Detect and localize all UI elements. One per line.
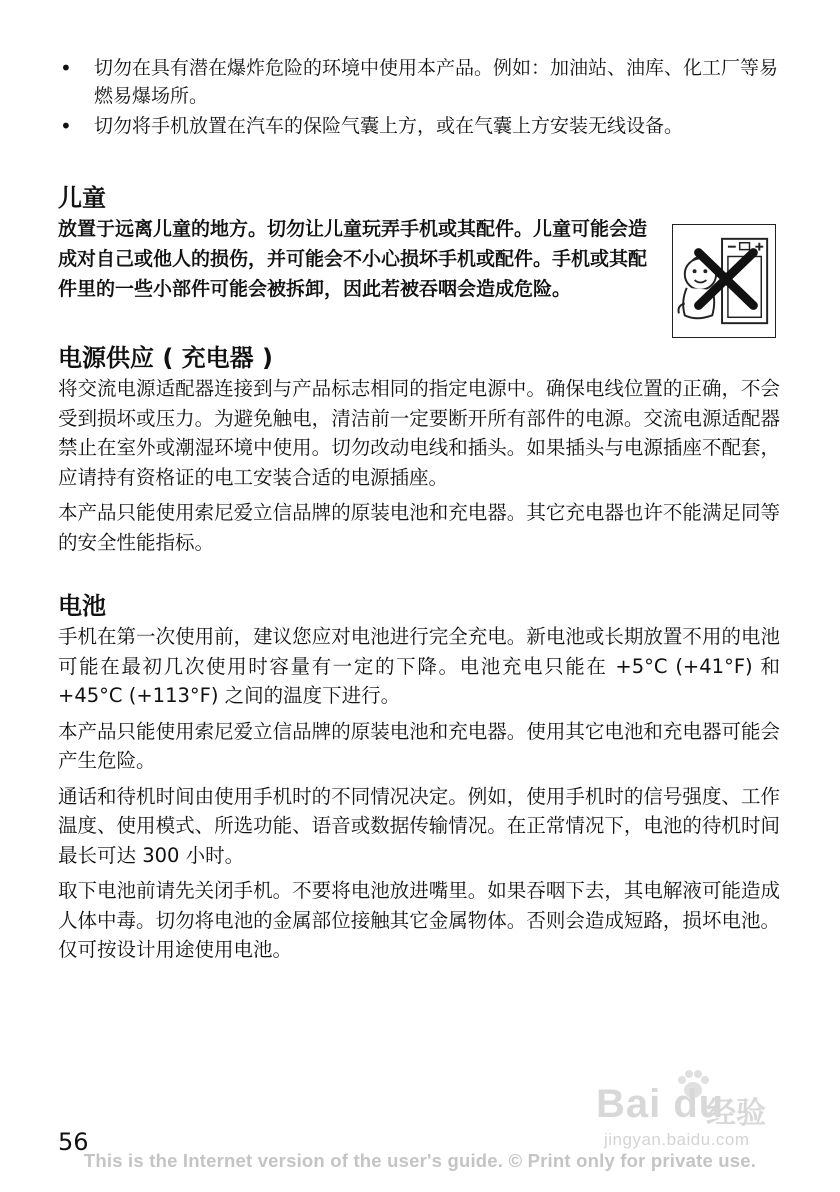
battery-section bbox=[58, 590, 780, 971]
watermark-jingyan: 经验 bbox=[706, 1096, 766, 1131]
bullet-item: • 切勿将手机放置在汽车的保险气囊上方，或在气囊上方安装无线设备。 bbox=[58, 112, 780, 140]
power-paragraph: 本产品只能使用索尼爱立信品牌的原装电池和充电器。其它充电器也许不能满足同等的安全性能指标。 bbox=[58, 501, 780, 554]
page-number: 56 bbox=[58, 1128, 89, 1156]
children-heading: 儿童 bbox=[58, 184, 106, 212]
watermark-brand: Bai du bbox=[596, 1082, 725, 1126]
battery-paragraph: 通话和待机时间由使用手机时的不同情况决定。例如，使用手机时的信号强度、工作温度、使用模式、所选功能、语音或数据传输情况。在正常情况下，电池的待机时间最长可达 300 小时。 bbox=[58, 784, 780, 867]
warning-bullet-list bbox=[58, 54, 780, 140]
power-supply-heading: 电源供应 ( 充电器 ) bbox=[58, 344, 274, 372]
no-children-with-phone-icon bbox=[672, 224, 776, 338]
footer-note: This is the Internet version of the user's guide. © Print only for private use. bbox=[83, 1150, 757, 1171]
battery-paragraph: 取下电池前请先关闭手机。不要将电池放进嘴里。如果吞咽下去，其电解液可能造成人体中毒。切勿将电池的金属部位接触其它金属物体。否则会造成短路，损坏电池。仅可按设计用途使用电池。 bbox=[58, 879, 780, 961]
children-warning-text: 放置于远离儿童的地方。切勿让儿童玩弄手机或其配件。儿童可能会造成对自己或他人的损伤，并可能会不小心损坏手机或配件。手机或其配件里的一些小部件可能会被拆卸，因此若被吞咽会造成危险。 bbox=[58, 218, 648, 300]
battery-paragraph: 手机在第一次使用前，建议您应对电池进行完全充电。新电池或长期放置不用的电池可能在最初几次使用时容量有一定的下降。电池充电只能在 +5°C (+41°F) 和 +45°C (+113°F) 之间的温度下进行。 bbox=[58, 625, 780, 707]
watermark-url: jingyan.baidu.com bbox=[604, 1130, 750, 1149]
bullet-item: • 切勿在具有潜在爆炸危险的环境中使用本产品。例如：加油站、油库、化工厂等易燃易爆场所。 bbox=[58, 54, 780, 110]
battery-paragraph: 本产品只能使用索尼爱立信品牌的原装电池和充电器。使用其它电池和充电器可能会产生危险。 bbox=[58, 719, 780, 772]
power-supply-section bbox=[58, 342, 780, 563]
power-paragraph: 将交流电源适配器连接到与产品标志相同的指定电源中。确保电线位置的正确，不会受到损坏或压力。为避免触电，清洁前一定要断开所有部件的电源。交流电源适配器禁止在室外或潮湿环境中使用。切勿改动电线和插头。如果插头与电源插座不配套，应请持有资格证的电工安装合适的电源插座。 bbox=[58, 377, 780, 489]
document-page bbox=[58, 54, 780, 961]
baidu-jingyan-watermark bbox=[594, 1068, 794, 1158]
battery-heading: 电池 bbox=[58, 592, 106, 620]
